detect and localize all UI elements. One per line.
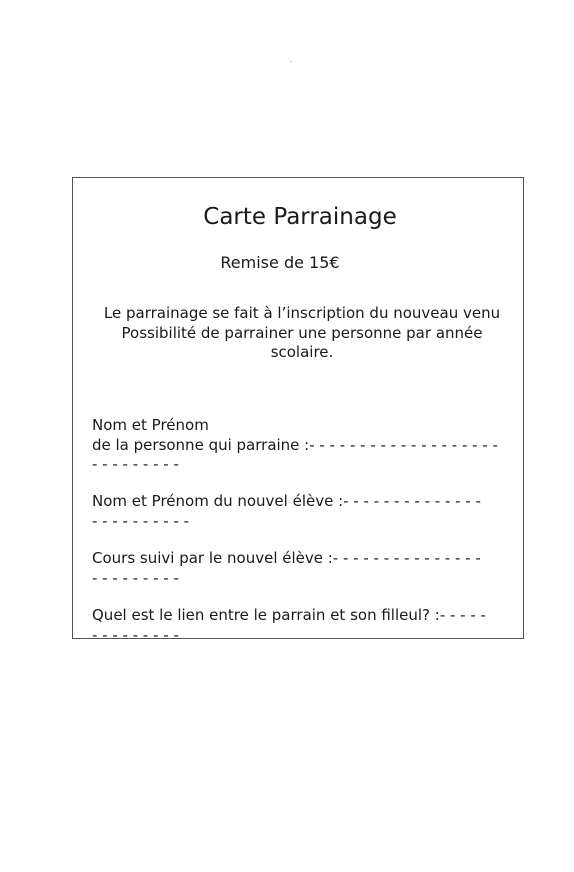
student-name-field — [92, 492, 516, 531]
discount-subtitle: Remise de 15€ — [220, 253, 340, 272]
intro-line: Possibilité de parrainer une personne par année — [121, 323, 483, 342]
sponsor-name-line: de la personne qui parraine :- - - - - - - - - - - - - - - - - - - — [92, 435, 498, 454]
card-title: Carte Parrainage — [203, 204, 397, 230]
course-line: Cours suivi par le nouvel élève :- - - - - - - - - - - - - - - — [92, 549, 481, 567]
relationship-field — [92, 606, 516, 645]
student-name-line: Nom et Prénom du nouvel élève :- - - - - - - - - - - - - - — [92, 492, 481, 510]
intro-line: scolaire. — [270, 343, 334, 361]
referral-card — [72, 177, 524, 644]
intro-line: Le parrainage se fait à l’inscription du nouveau venu — [103, 304, 501, 322]
intro-text — [81, 304, 523, 363]
sponsor-name-label: Nom et Prénom — [92, 416, 209, 434]
page-mark: . — [290, 57, 292, 64]
relationship-line-continued: - - - - - - - - - — [92, 625, 179, 644]
student-name-line-continued: - - - - - - - - - - — [92, 511, 190, 530]
sponsor-name-field — [92, 416, 516, 475]
course-field — [92, 549, 516, 588]
sponsor-name-line-continued: - - - - - - - - - — [92, 455, 179, 473]
course-line-continued: - - - - - - - - - — [92, 568, 179, 587]
relationship-line: Quel est le lien entre le parrain et son filleul? :- - - - - — [92, 606, 486, 624]
